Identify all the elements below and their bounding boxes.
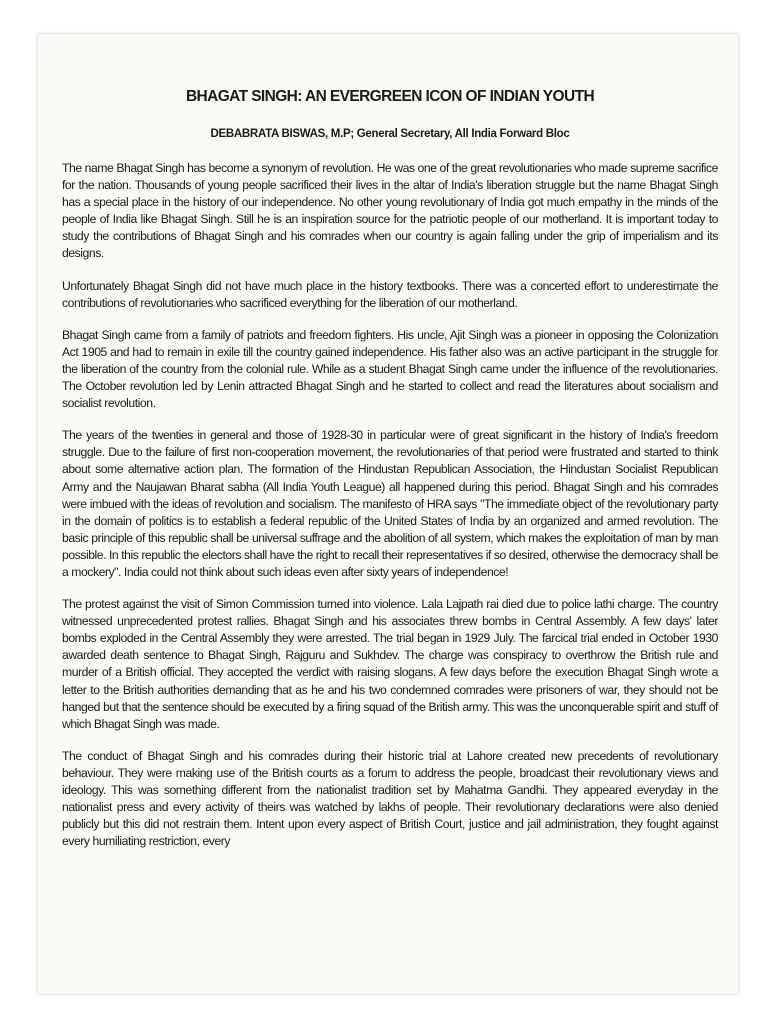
author-byline: DEBABRATA BISWAS, M.P; General Secretary, All India Forward Bloc bbox=[210, 128, 570, 140]
paragraph: Unfortunately Bhagat Singh did not have much place in the history textbooks. There was a concerted effort to underestimate the contributions of revolutionaries who sacrificed everything for the liberation of our motherland. bbox=[62, 278, 718, 310]
document-page bbox=[38, 34, 738, 994]
paragraph: The conduct of Bhagat Singh and his comrades during their historic trial at Lahore created new precedents of revolutionary behaviour. They were making use of the British courts as a forum to address the people, broadcast their revolutionary views and ideology. This was something different from the nationalist tradition set by Mahatma Gandhi. They appeared everyday in the nationalist press and every activity of theirs was watched by lakhs of people. Their revolutionary declarations were also denied publicly but this did not restrain them. Intent upon every aspect of British Court, justice and jail administration, they fought against every humiliating restriction, every bbox=[62, 748, 718, 849]
paragraph: The years of the twenties in general and those of 1928-30 in particular were of great significant in the history of India's freedom struggle. Due to the failure of first non-cooperation movement, the revolutionaries of that period were frustrated and started to think about some alternative action plan. The formation of the Hindustan Republican Association, the Hindustan Socialist Republican Army and the Naujawan Bharat sabha (All India Youth League) all happened during this period. Bhagat Singh and his comrades were imbued with the ideas of revolution and socialism. The manifesto of HRA says "The immediate object of the revolutionary party in the domain of politics is to establish a federal republic of the United States of India by an organized and armed revolution. The basic principle of this republic shall be universal suffrage and the abolition of all system, which makes the exploitation of man by man possible. In this republic the electors shall have the right to recall their representatives if so desired, otherwise the democracy shall be a mockery". India could not think about such ideas even after sixty years of independence! bbox=[62, 428, 718, 579]
page-title: BHAGAT SINGH: AN EVERGREEN ICON OF INDIAN YOUTH bbox=[185, 88, 595, 105]
document-body bbox=[62, 88, 718, 865]
paragraph: The name Bhagat Singh has become a synonym of revolution. He was one of the great revolutionaries who made supreme sacrifice for the nation. Thousands of young people sacrificed their lives in the altar of India's liberation struggle but the name Bhagat Singh has a special place in the history of our independence. No other young revolutionary of India got much empathy in the minds of the people of India like Bhagat Singh. Still he is an inspiration source for the patriotic people of our motherland. It is important today to study the contributions of Bhagat Singh and his comrades when our country is again falling under the grip of imperialism and its designs. bbox=[62, 161, 718, 261]
paragraph: The protest against the visit of Simon Commission turned into violence. Lala Lajpath rai died due to police lathi charge. The country witnessed unprecedented protest rallies. Bhagat Singh and his associates threw bombs in Central Assembly. A few days' later bombs exploded in the Central Assembly they were arrested. The trial began in 1929 July. The farcical trial ended in October 1930 awarded death sentence to Bhagat Singh, Rajguru and Sukhdev. The charge was conspiracy to overthrow the British rule and murder of a British official. They accepted the verdict with raising slogans. A few days before the execution Bhagat Singh wrote a letter to the British authorities demanding that as he and his two condemned comrades were prisoners of war, they should not be hanged but that the sentence should be executed by a firing squad of the British army. This was the unconquerable spirit and stuff of which Bhagat Singh was made. bbox=[62, 597, 718, 731]
paragraph: Bhagat Singh came from a family of patriots and freedom fighters. His uncle, Ajit Singh was a pioneer in opposing the Colonization Act 1905 and had to remain in exile till the country gained independence. His father also was an active participant in the struggle for the liberation of the country from the colonial rule. While as a student Bhagat Singh came under the influence of the revolutionaries. The October revolution led by Lenin attracted Bhagat Singh and he started to collect and read the literatures about socialism and socialist revolution. bbox=[62, 327, 718, 411]
